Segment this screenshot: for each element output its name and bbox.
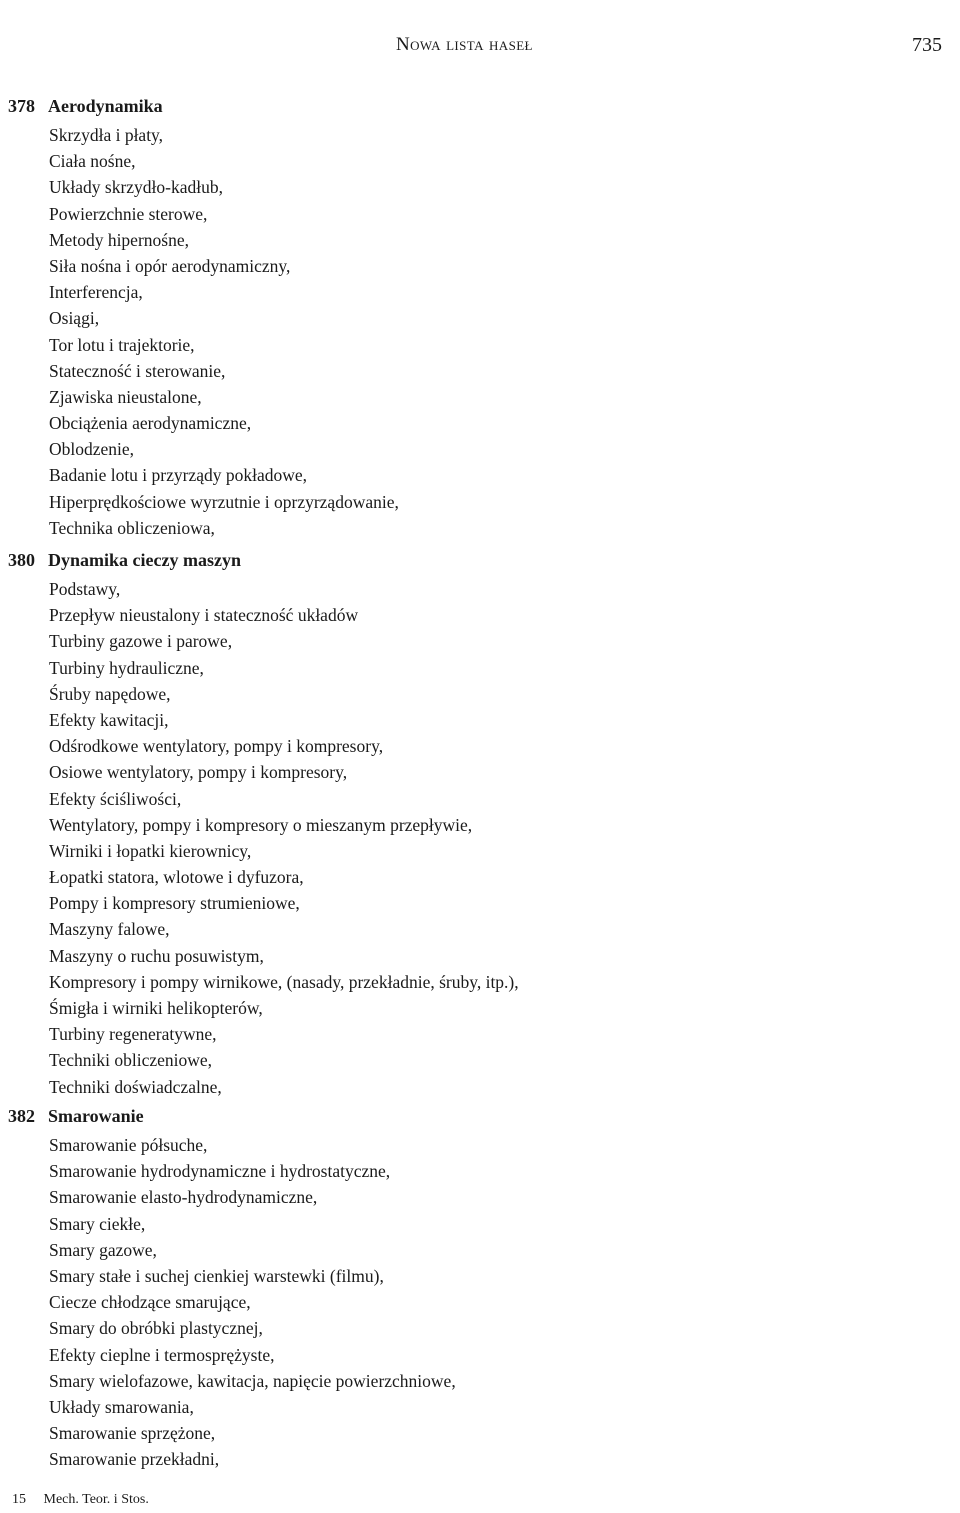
list-item: Układy smarowania, [49,1396,194,1417]
list-item: Smary stałe i suchej cienkiej warstewki (filmu), [49,1265,384,1286]
list-item: Smarowanie sprzężone, [49,1423,216,1444]
page-number: 735 [912,34,942,56]
list-item: Wirniki i łopatki kierownicy, [49,840,252,861]
list-item: Kompresory i pompy wirnikowe, (nasady, przekładnie, śruby, itp.), [49,971,519,992]
list-item: Stateczność i sterowanie, [49,360,226,381]
footer-journal: Mech. Teor. i Stos. [43,1492,149,1507]
list-item: Podstawy, [49,579,121,599]
list-item: Wentylatory, pompy i kompresory o mieszanym przepływie, [49,814,473,835]
list-item: Hiperprędkościowe wyrzutnie i oprzyrządowanie, [49,491,399,512]
list-item: Siła nośna i opór aerodynamiczny, [49,255,291,276]
list-item: Efekty cieplne i termosprężyste, [49,1344,275,1365]
list-item: Powierzchnie sterowe, [49,203,208,224]
list-item: Smarowanie hydrodynamiczne i hydrostatyczne, [49,1161,391,1182]
list-item: Smary do obróbki plastycznej, [49,1318,263,1339]
page-footer [12,1492,149,1508]
section-title: Smarowanie [48,1106,144,1126]
list-item: Efekty kawitacji, [49,709,169,730]
list-item: Techniki obliczeniowe, [49,1050,213,1071]
list-item: Technika obliczeniowa, [49,517,215,538]
section-heading [0,1106,940,1132]
list-item: Efekty ściśliwości, [49,788,182,809]
list-item: Zjawiska nieustalone, [49,386,202,407]
list-item: Śmigła i wirniki helikopterów, [49,998,263,1018]
section-fluid-machinery [0,550,940,1100]
section-number: 380 [8,550,35,570]
list-item: Turbiny regeneratywne, [49,1024,217,1045]
section-title: Aerodynamika [48,96,163,116]
section-items [0,1132,940,1472]
section-lubrication [0,1106,940,1472]
list-item: Ciała nośne, [49,151,136,172]
list-item: Maszyny falowe, [49,919,170,940]
list-item: Smarowanie półsuche, [49,1135,208,1155]
list-item: Układy skrzydło-kadłub, [49,177,223,198]
footer-number: 15 [12,1492,26,1507]
section-items [0,576,940,1100]
section-items [0,122,940,541]
list-item: Śruby napędowe, [49,683,171,704]
list-item: Badanie lotu i przyrządy pokładowe, [49,465,308,486]
list-item: Ciecze chłodzące smarujące, [49,1292,251,1313]
list-item: Smary ciekłe, [49,1213,146,1234]
section-number: 382 [8,1106,35,1126]
section-heading [0,550,940,576]
list-item: Smary gazowe, [49,1239,157,1260]
list-item: Skrzydła i płaty, [49,125,164,145]
list-item: Smarowanie przekładni, [49,1449,220,1470]
list-item: Metody hipernośne, [49,229,189,250]
list-item: Tor lotu i trajektorie, [49,334,195,355]
list-item: Techniki doświadczalne, [49,1076,222,1097]
list-item: Turbiny hydrauliczne, [49,657,204,678]
section-aerodynamics [0,96,940,541]
list-item: Osiągi, [49,308,100,329]
list-item: Odśrodkowe wentylatory, pompy i kompresory, [49,736,384,757]
page-header [0,34,960,64]
list-item: Smarowanie elasto-hydrodynamiczne, [49,1187,318,1208]
list-item: Interferencja, [49,282,143,303]
running-title: Nowa lista haseł [396,34,533,55]
list-item: Osiowe wentylatory, pompy i kompresory, [49,762,348,783]
list-item: Oblodzenie, [49,439,135,460]
list-item: Obciążenia aerodynamiczne, [49,413,252,434]
section-title: Dynamika cieczy maszyn [48,550,241,570]
list-item: Turbiny gazowe i parowe, [49,631,233,652]
section-heading [0,96,940,122]
section-number: 378 [8,96,35,116]
list-item: Pompy i kompresory strumieniowe, [49,893,300,914]
list-item: Smary wielofazowe, kawitacja, napięcie powierzchniowe, [49,1370,456,1391]
list-item: Maszyny o ruchu posuwistym, [49,945,264,966]
list-item: Łopatki statora, wlotowe i dyfuzora, [49,867,304,888]
list-item: Przepływ nieustalony i stateczność układów [49,605,359,626]
